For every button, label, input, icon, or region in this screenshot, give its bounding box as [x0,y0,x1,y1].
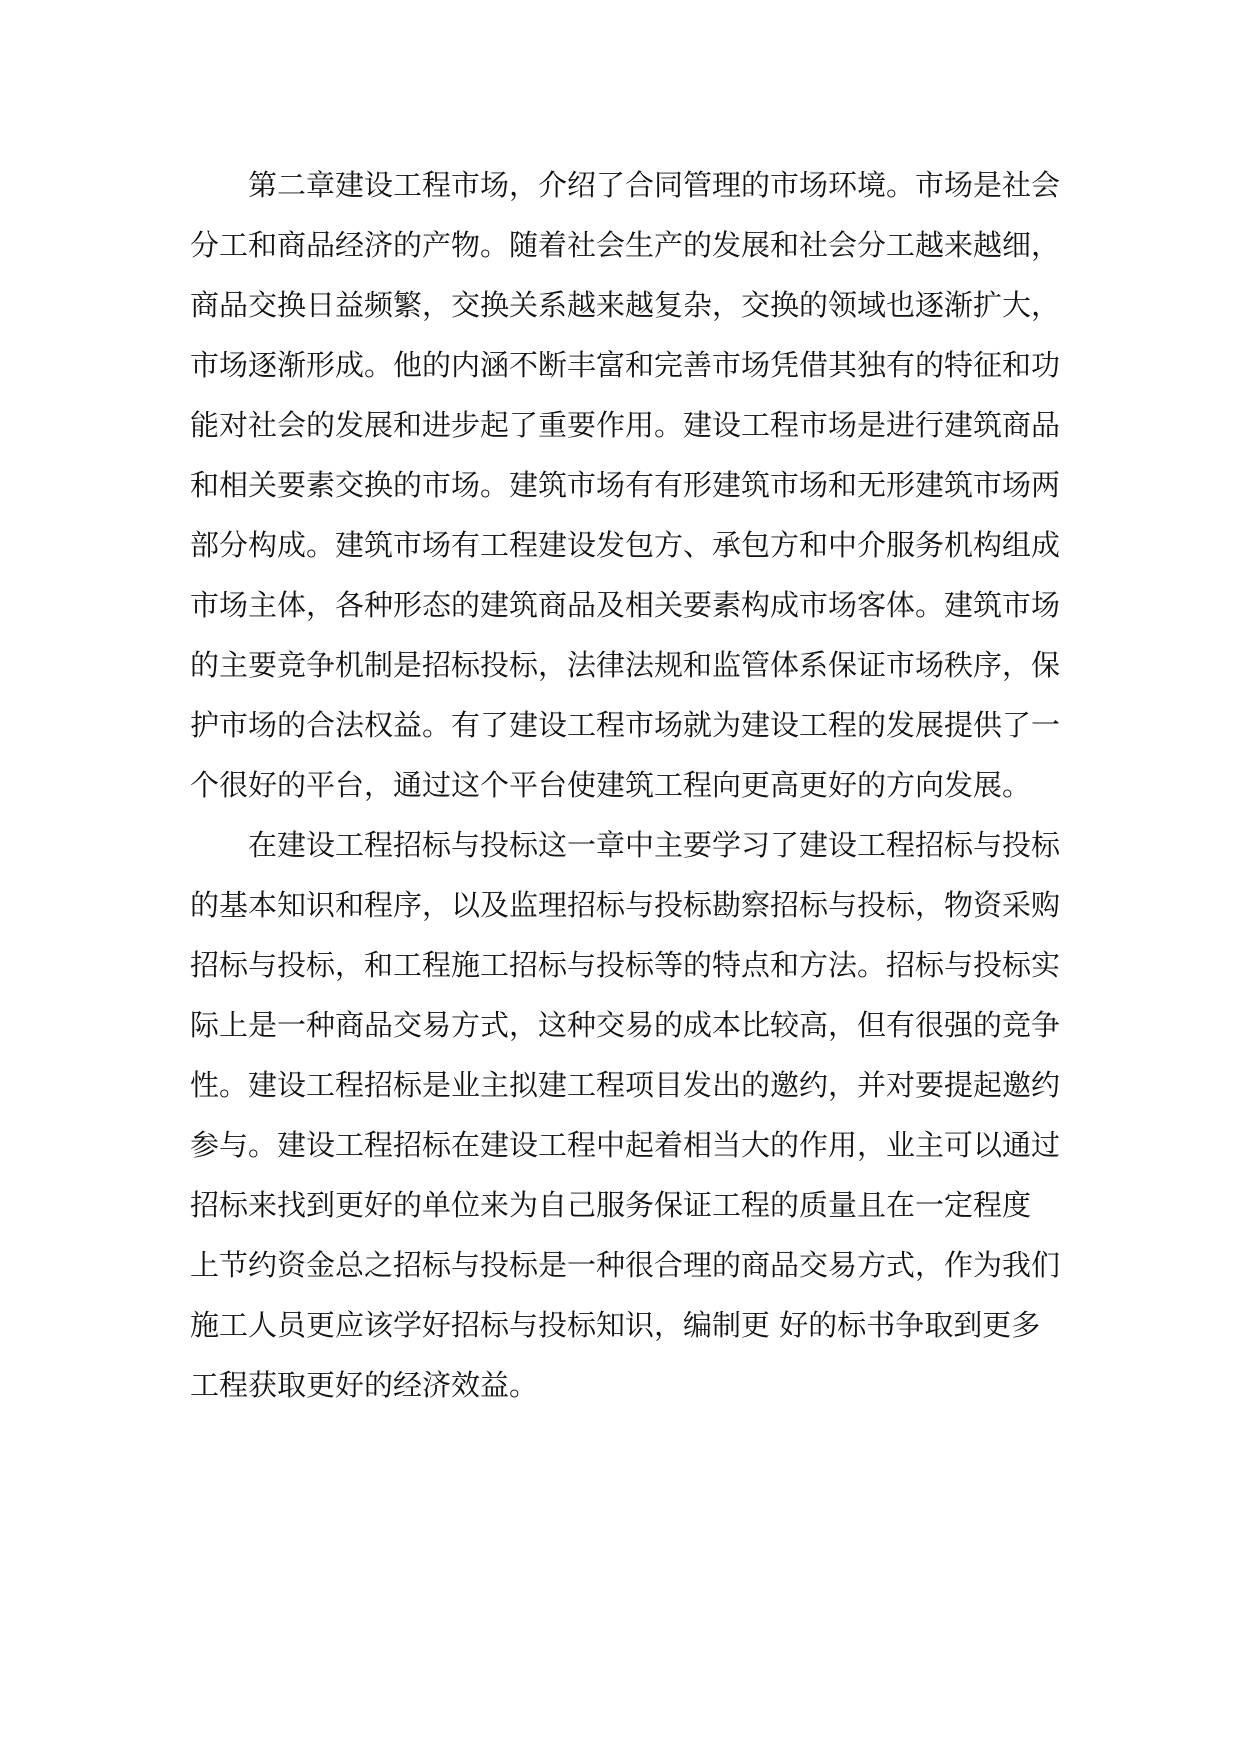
text-line: 市场逐渐形成。他的内涵不断丰富和完善市场凭借其独有的特征和功 [190,348,1061,382]
text-line: 商品交换日益频繁，交换关系越来越复杂，交换的领域也逐渐扩大， [190,288,1061,322]
paragraph-construction-market [190,155,1060,815]
text-line: 际上是一种商品交易方式，这种交易的成本比较高，但有很强的竞争 [190,1008,1061,1042]
text-line: 和相关要素交换的市场。建筑市场有有形建筑市场和无形建筑市场两 [190,468,1061,502]
text-line: 施工人员更应该学好招标与投标知识，编制更 好的标书争取到更多 [190,1308,1041,1342]
paragraph-bidding-tendering [190,815,1060,1415]
text-line: 护市场的合法权益。有了建设工程市场就为建设工程的发展提供了一 [190,708,1061,742]
text-line: 招标来找到更好的单位来为自己服务保证工程的质量且在一定程度 [190,1188,1032,1222]
text-line: 参与。建设工程招标在建设工程中起着相当大的作用，业主可以通过 [190,1128,1061,1162]
text-line: 上节约资金总之招标与投标是一种很合理的商品交易方式，作为我们 [190,1248,1061,1282]
text-line: 的基本知识和程序，以及监理招标与投标勘察招标与投标，物资采购 [190,888,1061,922]
document-body [190,155,1060,1415]
text-line: 招标与投标，和工程施工招标与投标等的特点和方法。招标与投标实 [190,948,1061,982]
text-line: 的主要竞争机制是招标投标，法律法规和监管体系保证市场秩序，保 [190,648,1061,682]
text-line: 第二章建设工程市场，介绍了合同管理的市场环境。市场是社会 [190,168,1061,202]
text-line: 工程获取更好的经济效益。 [190,1368,539,1402]
text-line: 在建设工程招标与投标这一章中主要学习了建设工程招标与投标 [190,828,1061,862]
text-line: 性。建设工程招标是业主拟建工程项目发出的邀约，并对要提起邀约 [190,1068,1061,1102]
text-line: 个很好的平台，通过这个平台使建筑工程向更高更好的方向发展。 [190,768,1032,802]
text-line: 分工和商品经济的产物。随着社会生产的发展和社会分工越来越细， [190,228,1061,262]
text-line: 市场主体，各种形态的建筑商品及相关要素构成市场客体。建筑市场 [190,588,1061,622]
text-line: 部分构成。建筑市场有工程建设发包方、承包方和中介服务机构组成 [190,528,1061,562]
text-line: 能对社会的发展和进步起了重要作用。建设工程市场是进行建筑商品 [190,408,1061,442]
